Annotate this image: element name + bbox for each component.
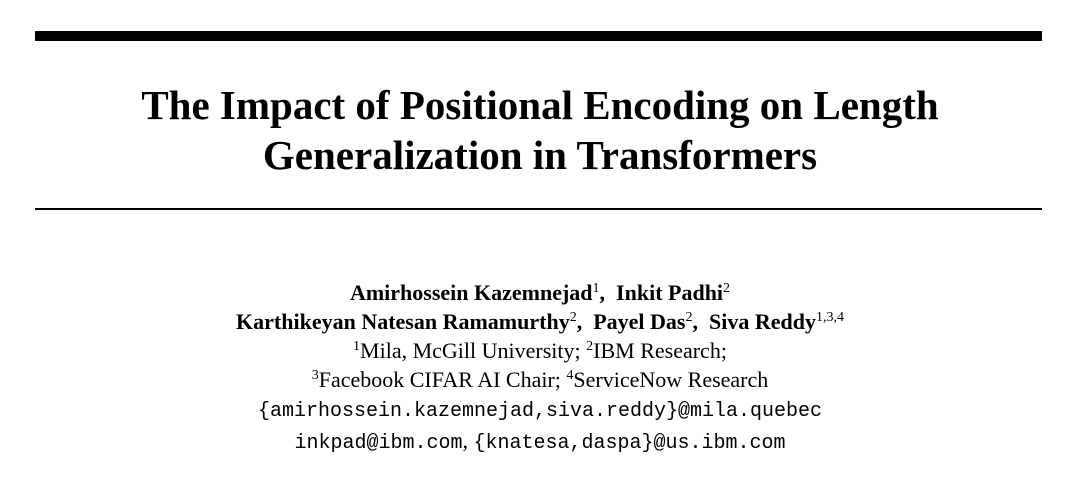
affiliation-name: IBM Research;: [593, 338, 727, 363]
affiliation-line-1: [0, 336, 1080, 365]
affiliation-name: Facebook CIFAR AI Chair;: [318, 367, 561, 392]
email-address: {knatesa,daspa}@us.ibm.com: [473, 432, 786, 455]
email-line-1: [0, 394, 1080, 426]
affiliation-mark: 4: [566, 368, 574, 383]
author-name: Siva Reddy: [708, 309, 816, 334]
author-line-1: Amirhossein Kazemnejad$^1$, Inkit Padhi$^2$: [349, 280, 731, 305]
affiliation-name: Mila, McGill University;: [360, 338, 581, 363]
affiliation-line-2: [0, 365, 1080, 394]
author-name: Inkit Padhi: [616, 280, 724, 305]
author-affiliation-mark: 2: [569, 310, 577, 325]
author-affiliation-mark: 1: [592, 281, 600, 296]
author-line-2: Karthikeyan Natesan Ramamurthy$^2$, Payel Das$^2$, Siva Reddy$^{1,3,4}$: [236, 309, 844, 334]
affiliation-name: ServiceNow Research: [573, 367, 769, 392]
email-address: {amirhossein.kazemnejad,siva.reddy}@mila.quebec: [257, 400, 823, 423]
bottom-rule: [35, 208, 1042, 210]
top-rule: [35, 31, 1042, 41]
email-address: inkpad@ibm.com: [294, 432, 463, 455]
title-line-1: The Impact of Positional Encoding on Length: [141, 82, 939, 128]
author-name: Amirhossein Kazemnejad: [349, 280, 593, 305]
affiliation-mark: 3: [311, 368, 319, 383]
email-line-2: [0, 426, 1080, 458]
author-affiliation-mark: 2: [685, 310, 693, 325]
affiliation-mark: 2: [586, 339, 594, 354]
author-name: Karthikeyan Natesan Ramamurthy: [236, 309, 570, 334]
author-affiliation-mark: 2: [723, 281, 731, 296]
author-affiliation-mark: 1,3,4: [815, 310, 844, 325]
paper-title: [0, 80, 1080, 180]
email-separator: ,: [462, 428, 468, 453]
title-line-2: Generalization in Transformers: [262, 132, 818, 178]
author-block: [0, 278, 1080, 458]
author-name: Payel Das: [593, 309, 686, 334]
affiliation-mark: 1: [353, 339, 361, 354]
